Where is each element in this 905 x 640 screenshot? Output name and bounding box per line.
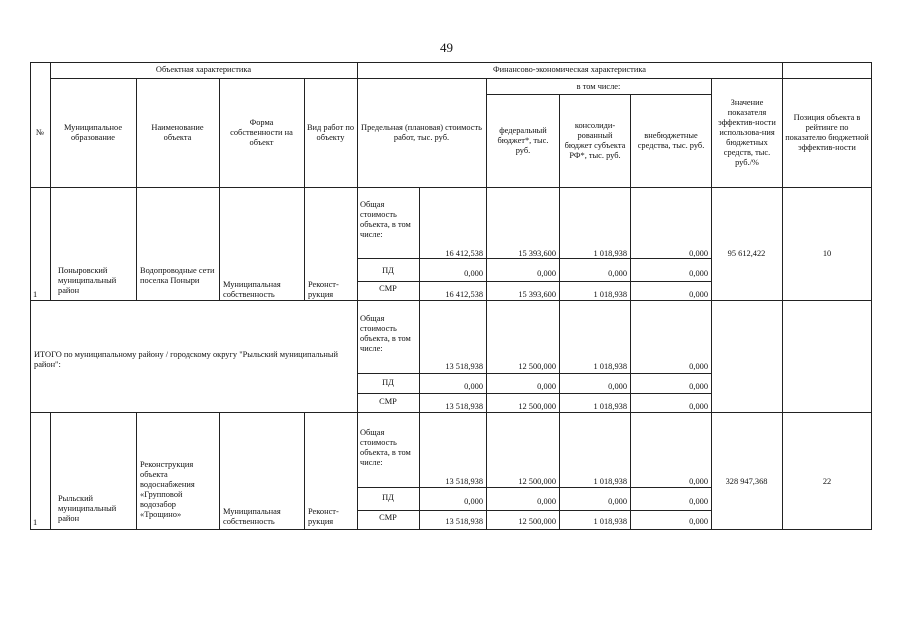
row-rule bbox=[357, 487, 711, 488]
cell-consolidated: 1 018,938 bbox=[593, 477, 627, 486]
row-rule bbox=[357, 281, 711, 282]
row-label-smr: СМР bbox=[379, 513, 397, 522]
col-rule bbox=[219, 78, 220, 300]
col-rule bbox=[357, 62, 358, 530]
data-table bbox=[30, 62, 872, 530]
cell-ownership: Муниципальная собственность bbox=[223, 280, 281, 299]
cell-federal: 15 393,600 bbox=[518, 249, 556, 258]
cell-extrabudget: 0,000 bbox=[689, 249, 708, 258]
header-consolidated: консолиди-рованный бюджет субъекта РФ*, тыс. руб. bbox=[564, 120, 626, 160]
row-label-total: Общая стоимость объекта, в том числе: bbox=[360, 428, 411, 467]
header-financial-characteristic: Финансово-экономическая характеристика bbox=[493, 65, 646, 74]
header-position: Позиция объекта в рейтинге по показателю бюджетной эффектив-ности bbox=[785, 112, 869, 152]
cell-federal: 0,000 bbox=[537, 269, 556, 278]
cell-row-number: 1 bbox=[33, 290, 38, 299]
col-rule bbox=[50, 412, 51, 530]
cell-consolidated: 1 018,938 bbox=[593, 362, 627, 371]
cell-max-cost: 16 412,538 bbox=[445, 249, 483, 258]
col-rule bbox=[711, 78, 712, 530]
col-rule bbox=[486, 78, 487, 530]
itogo-label: ИТОГО по муниципальному району / городскому округу "Рыльский муниципальный район": bbox=[34, 350, 339, 369]
cell-extrabudget: 0,000 bbox=[689, 362, 708, 371]
row-label-pd: ПД bbox=[382, 266, 394, 275]
col-rule bbox=[219, 412, 220, 530]
cell-max-cost: 0,000 bbox=[464, 382, 483, 391]
header-federal: федеральный бюджет*, тыс. руб. bbox=[497, 125, 549, 155]
row-rule bbox=[30, 300, 872, 301]
cell-federal: 12 500,000 bbox=[518, 402, 556, 411]
cell-consolidated: 0,000 bbox=[608, 269, 627, 278]
cell-consolidated: 0,000 bbox=[608, 497, 627, 506]
cell-object-name: Водопроводные сети поселка Поныри bbox=[140, 266, 215, 285]
cell-extrabudget: 0,000 bbox=[689, 497, 708, 506]
cell-work-type: Реконст-рукция bbox=[308, 507, 339, 526]
col-rule bbox=[782, 62, 783, 530]
cell-extrabudget: 0,000 bbox=[689, 517, 708, 526]
col-rule bbox=[136, 412, 137, 530]
cell-object-name: Реконструкция объекта водоснабжения «Групповой водозабор «Трощино» bbox=[140, 460, 195, 519]
row-label-total: Общая стоимость объекта, в том числе: bbox=[360, 314, 411, 353]
cell-extrabudget: 0,000 bbox=[689, 382, 708, 391]
header-work-type: Вид работ по объекту bbox=[306, 122, 355, 142]
row-rule bbox=[357, 393, 711, 394]
header-bottom-rule bbox=[30, 187, 872, 188]
header-ownership: Форма собственности на объект bbox=[230, 117, 293, 147]
row-label-smr: СМР bbox=[379, 284, 397, 293]
row-rule bbox=[357, 373, 711, 374]
row-label-pd: ПД bbox=[382, 493, 394, 502]
col-rule bbox=[136, 78, 137, 300]
cell-max-cost: 13 518,938 bbox=[445, 362, 483, 371]
cell-municipality: Поныровский муниципальный район bbox=[58, 266, 117, 295]
col-rule bbox=[630, 94, 631, 530]
header-extrabudget: внебюджетные средства, тыс. руб. bbox=[637, 130, 705, 150]
col-rule bbox=[304, 412, 305, 530]
cell-consolidated: 1 018,938 bbox=[593, 249, 627, 258]
row-label-pd: ПД bbox=[382, 378, 394, 387]
cell-max-cost: 13 518,938 bbox=[445, 402, 483, 411]
cell-ownership: Муниципальная собственность bbox=[223, 507, 281, 526]
cell-extrabudget: 0,000 bbox=[689, 402, 708, 411]
cell-max-cost: 13 518,938 bbox=[445, 517, 483, 526]
cell-federal: 0,000 bbox=[537, 497, 556, 506]
cell-max-cost: 16 412,538 bbox=[445, 290, 483, 299]
cell-efficiency: 328 947,368 bbox=[725, 477, 768, 486]
row-label-total: Общая стоимость объекта, в том числе: bbox=[360, 200, 411, 239]
header-municipality: Муниципальное образование bbox=[63, 122, 123, 142]
col-rule bbox=[559, 94, 560, 530]
page-number: 49 bbox=[440, 40, 453, 55]
cell-consolidated: 1 018,938 bbox=[593, 517, 627, 526]
row-rule bbox=[30, 412, 872, 413]
cell-max-cost: 0,000 bbox=[464, 269, 483, 278]
cell-extrabudget: 0,000 bbox=[689, 269, 708, 278]
cell-consolidated: 1 018,938 bbox=[593, 290, 627, 299]
cell-position: 22 bbox=[822, 477, 832, 486]
row-rule bbox=[357, 510, 711, 511]
header-no: № bbox=[36, 127, 44, 137]
cell-federal: 15 393,600 bbox=[518, 290, 556, 299]
cell-efficiency: 95 612,422 bbox=[727, 249, 766, 258]
cell-consolidated: 0,000 bbox=[608, 382, 627, 391]
header-object-name: Наименование объекта bbox=[151, 122, 204, 142]
cell-federal: 12 500,000 bbox=[518, 477, 556, 486]
cell-extrabudget: 0,000 bbox=[689, 290, 708, 299]
header-including: в том числе: bbox=[576, 82, 621, 91]
header-object-characteristic: Объектная характеристика bbox=[155, 65, 252, 74]
col-rule bbox=[50, 62, 51, 300]
cell-max-cost: 13 518,938 bbox=[445, 477, 483, 486]
row-label-smr: СМР bbox=[379, 397, 397, 406]
cell-federal: 12 500,000 bbox=[518, 362, 556, 371]
cell-extrabudget: 0,000 bbox=[689, 477, 708, 486]
header-max-cost: Предельная (плановая) стоимость работ, тыс. руб. bbox=[361, 122, 482, 142]
col-rule bbox=[304, 78, 305, 300]
cell-federal: 0,000 bbox=[537, 382, 556, 391]
cell-position: 10 bbox=[822, 249, 832, 258]
cell-federal: 12 500,000 bbox=[518, 517, 556, 526]
header-efficiency: Значение показателя эффектив-ности использова-ния бюджетных средств, тыс. руб./% bbox=[718, 97, 776, 167]
cell-max-cost: 0,000 bbox=[464, 497, 483, 506]
cell-consolidated: 1 018,938 bbox=[593, 402, 627, 411]
cell-municipality: Рыльский муниципальный район bbox=[58, 494, 117, 523]
cell-work-type: Реконст-рукция bbox=[308, 280, 339, 299]
cell-row-number: 1 bbox=[33, 518, 38, 527]
